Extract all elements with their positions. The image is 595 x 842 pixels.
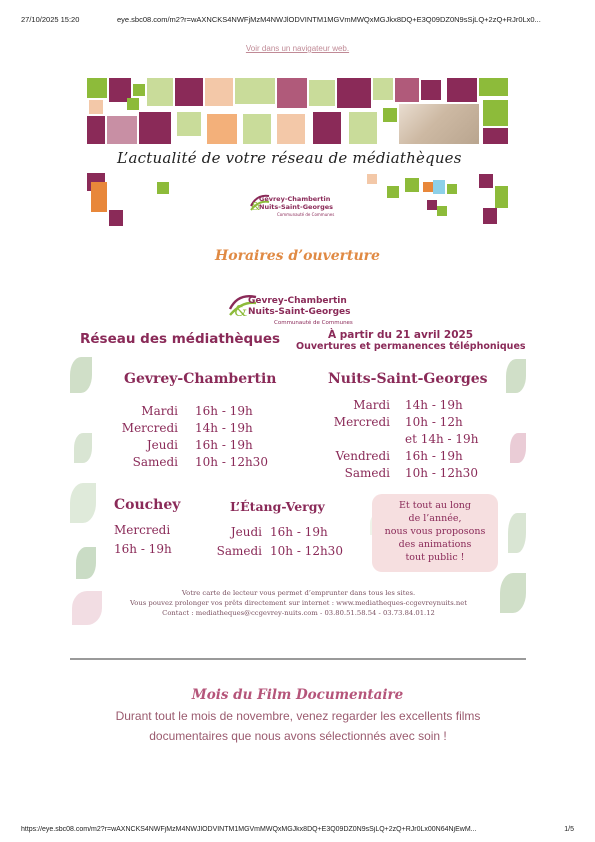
mosaic-tile — [427, 200, 437, 210]
day-label: Mercredi — [333, 415, 390, 429]
poster-footer — [70, 588, 527, 618]
documentary-title: Mois du Film Documentaire — [191, 687, 404, 703]
logo-line-2: Nuits-Saint-Georges — [259, 203, 334, 211]
etang-days — [210, 523, 262, 561]
animations-note — [372, 494, 498, 572]
etang-title: L’Étang-Vergy — [230, 499, 325, 514]
note-line: tout public ! — [405, 552, 465, 563]
hours-label: 14h - 19h — [195, 421, 253, 435]
mosaic-tile — [495, 186, 508, 208]
poster-logo-line-2: Nuits-Saint-Georges — [248, 307, 351, 317]
mosaic-tile — [309, 80, 335, 106]
mosaic-tile — [433, 180, 445, 194]
day-label: Mardi — [141, 404, 178, 418]
mosaic-tile — [383, 108, 397, 122]
hours-label: 14h - 19h — [405, 398, 463, 412]
mosaic-tile — [421, 80, 441, 100]
hours-label: et 14h - 19h — [405, 432, 479, 446]
mosaic-tile — [87, 78, 107, 98]
opening-hours-poster — [70, 283, 527, 629]
mosaic-tile — [405, 178, 419, 192]
mosaic-tile — [205, 78, 233, 106]
banner-title: L’actualité de votre réseau de médiathèques — [117, 149, 462, 167]
mosaic-tile — [147, 78, 173, 106]
poster-logo-subtitle: Communauté de Communes — [274, 320, 353, 326]
page-number: 1/5 — [564, 826, 574, 833]
view-in-browser-link[interactable]: Voir dans un navigateur web. — [245, 44, 350, 53]
note-line: de l’année, — [408, 513, 462, 524]
decorative-leaf — [76, 547, 96, 579]
hours-label: 10h - 12h30 — [195, 455, 268, 469]
decorative-leaf — [510, 433, 526, 463]
hours-label: 10h - 12h — [405, 415, 463, 429]
gevrey-days — [110, 403, 178, 471]
day-label: Samedi — [216, 544, 262, 558]
day-label: Mercredi — [121, 421, 178, 435]
couchey-schedule — [114, 521, 172, 559]
logo-line-1: Gevrey-Chambertin — [259, 195, 331, 203]
day-label — [310, 431, 390, 448]
mosaic-tile — [387, 186, 399, 198]
nuits-title: Nuits-Saint-Georges — [328, 371, 488, 387]
decorative-leaf — [70, 483, 96, 523]
print-footer-url: https://eye.sbc08.com/m2?r=wAXNCKS4NWFjMzM4NWJlODVINTM1MGVmMWQxMGJkx8DQ+E3Q09DZ0N9sSjLQ+2zQ+RJr0Lx00N64NjEwM... — [21, 826, 477, 833]
mosaic-tile — [207, 114, 237, 144]
poster-footer-line: Votre carte de lecteur vous permet d’emprunter dans tous les sites. — [181, 589, 416, 597]
hours-label: 16h - 19h — [114, 542, 172, 556]
hours-label: 16h - 19h — [405, 449, 463, 463]
mosaic-tile — [91, 182, 107, 212]
hours-label: 16h - 19h — [195, 404, 253, 418]
note-line: des animations — [398, 539, 472, 550]
mosaic-tile — [479, 174, 493, 188]
mosaic-tile — [437, 206, 447, 216]
day-label: Mercredi — [114, 523, 171, 537]
logo-ampersand: & — [251, 200, 261, 213]
mosaic-tile — [447, 78, 477, 102]
mosaic-tile — [157, 182, 169, 194]
etang-hours — [270, 523, 343, 561]
mosaic-tile — [107, 116, 137, 144]
note-line: Et tout au long — [398, 500, 472, 511]
couchey-title: Couchey — [114, 497, 181, 513]
mosaic-tile — [109, 210, 123, 226]
logo-subtitle: Communauté de Communes — [277, 212, 335, 217]
mosaic-tile — [483, 100, 508, 126]
network-title: Réseau des médiathèques — [80, 331, 281, 347]
gevrey-title: Gevrey-Chambertin — [124, 371, 277, 387]
description-line: Durant tout le mois de novembre, venez regarder les excellents films — [115, 709, 481, 723]
poster-logo — [228, 289, 368, 329]
mosaic-tile — [395, 78, 419, 102]
mosaic-tile — [177, 112, 201, 136]
decorative-leaf — [70, 357, 92, 393]
day-label: Jeudi — [146, 438, 178, 452]
section-divider — [70, 658, 526, 660]
poster-subtitle: Ouvertures et permanences téléphoniques — [296, 341, 526, 352]
print-url: eye.sbc08.com/m2?r=wAXNCKS4NWFjMzM4NWJlODVINTM1MGVmMWQxMGJkx8DQ+E3Q09DZ0N9sSjLQ+2zQ+RJr0Lx0... — [117, 15, 541, 24]
poster-footer-line: Contact : mediatheques@ccgevrey-nuits.com - 03.80.51.58.54 - 03.73.84.01.12 — [162, 609, 435, 617]
note-line: nous vous proposons — [384, 526, 486, 537]
poster-footer-line: Vous pouvez prolonger vos prêts directement sur internet : www.mediatheques-ccgevreynuits.net — [129, 599, 468, 607]
mosaic-tile — [483, 208, 497, 224]
mosaic-tile — [277, 78, 307, 108]
mosaic-tile — [89, 100, 103, 114]
mosaic-tile — [349, 112, 377, 144]
poster-logo-ampersand: & — [234, 302, 248, 320]
mosaic-tile — [337, 78, 371, 108]
mosaic-tile — [235, 78, 275, 104]
poster-logo-line-1: Gevrey-Chambertin — [248, 296, 347, 306]
day-label: Mardi — [353, 398, 390, 412]
mosaic-tile — [277, 114, 305, 144]
mosaic-tile — [313, 112, 341, 144]
mosaic-tile — [423, 182, 433, 192]
hours-label: 10h - 12h30 — [270, 544, 343, 558]
hours-label: 10h - 12h30 — [405, 466, 478, 480]
day-label: Samedi — [132, 455, 178, 469]
decorative-leaf — [508, 513, 526, 553]
gevrey-hours — [195, 403, 268, 471]
nuits-days — [310, 397, 390, 482]
mosaic-tile — [483, 128, 508, 144]
mosaic-tile — [133, 84, 145, 96]
mosaic-tile — [373, 78, 393, 100]
community-logo — [247, 190, 357, 220]
nuits-hours — [405, 397, 478, 482]
hours-label: 16h - 19h — [195, 438, 253, 452]
mosaic-tile — [87, 116, 105, 144]
library-photo — [399, 104, 479, 144]
hours-section-title: Horaires d’ouverture — [215, 248, 380, 264]
print-date: 27/10/2025 15:20 — [21, 15, 80, 24]
decorative-leaf — [74, 433, 92, 463]
mosaic-tile — [447, 184, 457, 194]
day-label: Vendredi — [335, 449, 390, 463]
mosaic-tile — [243, 114, 271, 144]
header-banner — [87, 78, 508, 228]
start-date: À partir du 21 avril 2025 — [328, 329, 474, 341]
mosaic-tile — [479, 78, 508, 96]
mosaic-tile — [139, 112, 171, 144]
documentary-description — [70, 706, 526, 746]
description-line: documentaires que nous avons sélectionnés avec soin ! — [149, 729, 447, 743]
mosaic-tile — [367, 174, 377, 184]
day-label: Jeudi — [230, 525, 262, 539]
mosaic-tile — [127, 98, 139, 110]
mosaic-tile — [175, 78, 203, 106]
decorative-leaf — [506, 359, 526, 393]
day-label: Samedi — [344, 466, 390, 480]
hours-label: 16h - 19h — [270, 525, 328, 539]
